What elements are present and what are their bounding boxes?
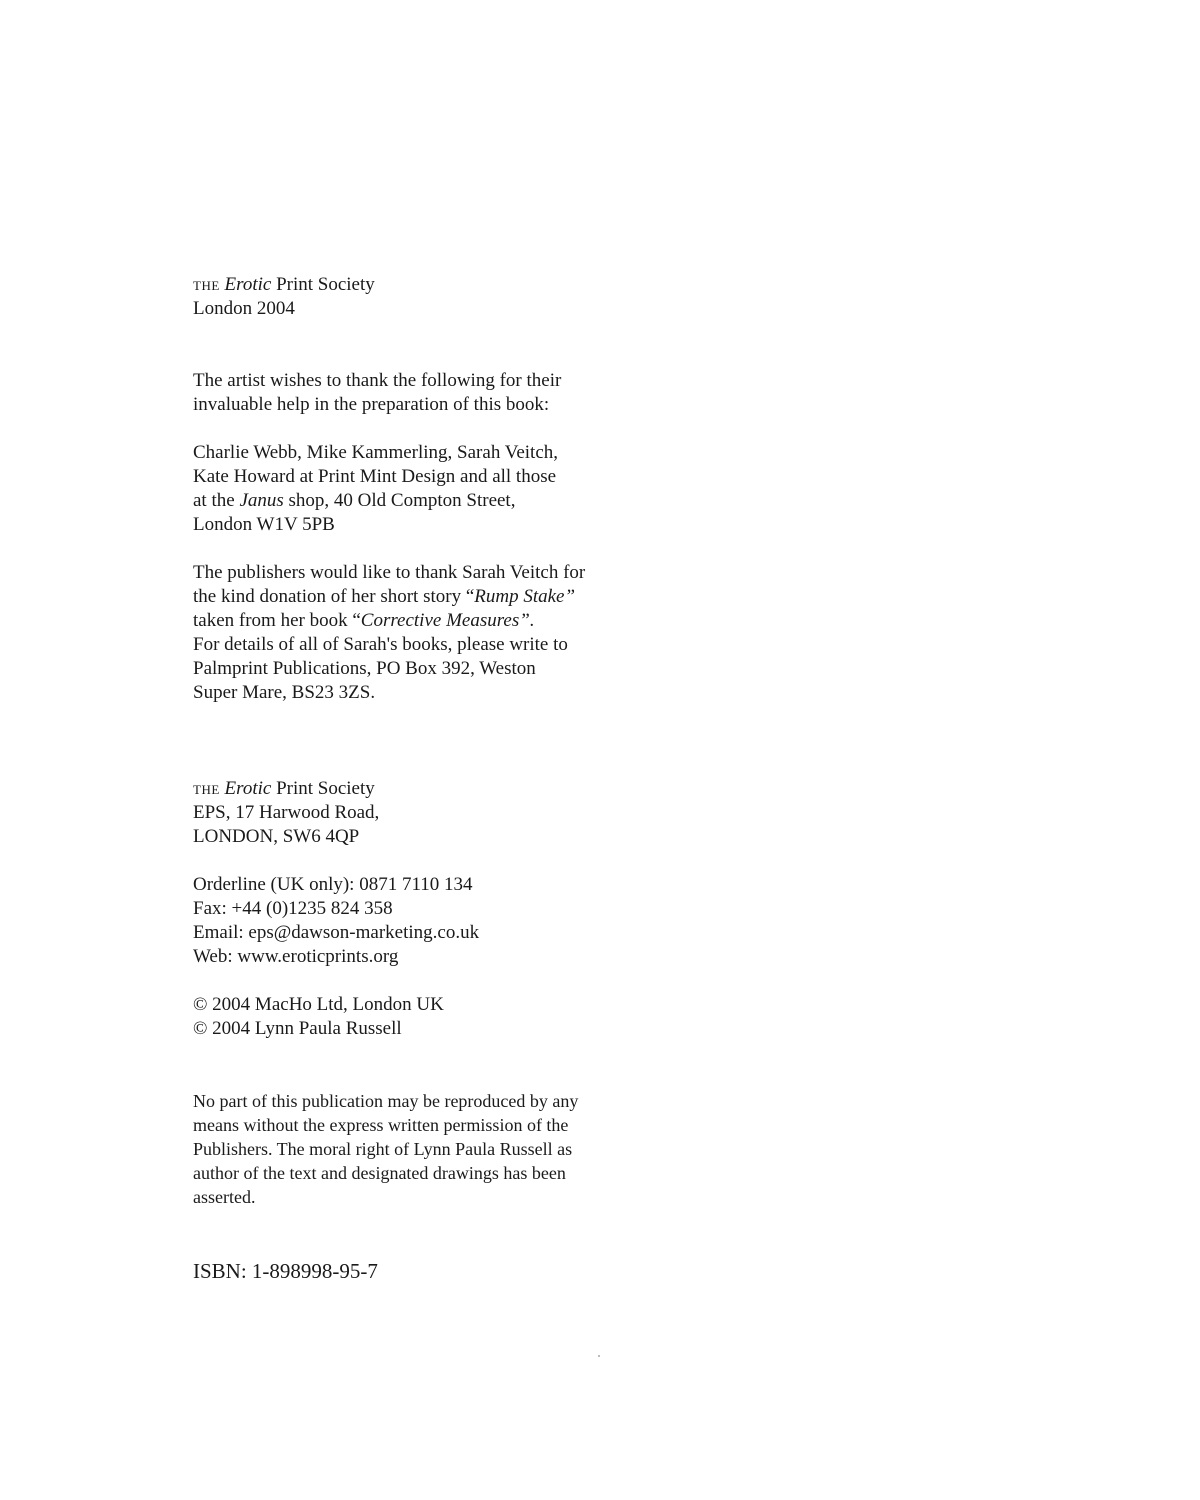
imprint-title xyxy=(193,273,633,297)
imprint-place-year: London 2004 xyxy=(193,298,295,319)
thanks-line-2: Kate Howard at Print Mint Design and all those xyxy=(193,466,557,487)
imprint-erotic: Erotic xyxy=(224,274,272,295)
isbn-block xyxy=(193,1258,633,1284)
isbn: ISBN: 1-898998-95-7 xyxy=(193,1259,378,1283)
acknowledgements-line-1: The artist wishes to thank the following for their xyxy=(193,370,562,391)
contact-block xyxy=(193,873,633,969)
copyright-block xyxy=(193,993,633,1041)
publishers-thanks-line-2-pre: the kind donation of her short story “ xyxy=(193,586,475,607)
address-erotic: Erotic xyxy=(224,778,272,799)
thanks-line-3-pre: at the xyxy=(193,490,235,511)
address-line-3: LONDON, SW6 4QP xyxy=(193,826,360,847)
legal-line-4: author of the text and designated drawings has been xyxy=(193,1163,566,1183)
contact-fax: Fax: +44 (0)1235 824 358 xyxy=(193,898,393,919)
publishers-thanks-line-1: The publishers would like to thank Sarah Veitch for xyxy=(193,562,586,583)
copyright-line-1: © 2004 MacHo Ltd, London UK xyxy=(193,994,444,1015)
publishers-thanks-line-4: For details of all of Sarah's books, please write to xyxy=(193,634,568,655)
address-the: the xyxy=(193,778,220,799)
thanks-block xyxy=(193,441,633,537)
imprint-print-society: Print Society xyxy=(276,274,375,295)
thanks-line-4: London W1V 5PB xyxy=(193,514,335,535)
contact-web: Web: www.eroticprints.org xyxy=(193,946,399,967)
thanks-line-1: Charlie Webb, Mike Kammerling, Sarah Veitch, xyxy=(193,442,559,463)
thanks-line-3-post: shop, 40 Old Compton Street, xyxy=(288,490,516,511)
imprint-block xyxy=(193,273,633,321)
book-title: Corrective Measures”. xyxy=(360,610,535,631)
copyright-line-2: © 2004 Lynn Paula Russell xyxy=(193,1018,402,1039)
legal-line-2: means without the express written permission of the xyxy=(193,1115,569,1135)
publishers-thanks-line-5: Palmprint Publications, PO Box 392, Weston xyxy=(193,658,536,679)
legal-line-1: No part of this publication may be reproduced by any xyxy=(193,1091,579,1111)
legal-line-5: asserted. xyxy=(193,1187,256,1207)
publishers-thanks-line-3-pre: taken from her book “ xyxy=(193,610,361,631)
address-print-society: Print Society xyxy=(276,778,375,799)
thanks-line-3 xyxy=(193,489,633,513)
acknowledgements-line-2: invaluable help in the preparation of this book: xyxy=(193,394,550,415)
contact-email: Email: eps@dawson-marketing.co.uk xyxy=(193,922,480,943)
acknowledgements-block xyxy=(193,369,633,417)
page-speck xyxy=(598,1355,600,1357)
address-line-2: EPS, 17 Harwood Road, xyxy=(193,802,380,823)
address-title xyxy=(193,777,633,801)
legal-notice-block xyxy=(193,1089,633,1209)
publishers-thanks-line-2 xyxy=(193,585,633,609)
contact-orderline: Orderline (UK only): 0871 7110 134 xyxy=(193,874,473,895)
story-title: Rump Stake” xyxy=(474,586,576,607)
publishers-thanks-block xyxy=(193,561,633,705)
publishers-thanks-line-3 xyxy=(193,609,633,633)
thanks-janus: Janus xyxy=(239,490,284,511)
legal-line-3: Publishers. The moral right of Lynn Paula Russell as xyxy=(193,1139,573,1159)
address-block xyxy=(193,777,633,849)
imprint-the: the xyxy=(193,274,220,295)
publishers-thanks-line-6: Super Mare, BS23 3ZS. xyxy=(193,682,376,703)
